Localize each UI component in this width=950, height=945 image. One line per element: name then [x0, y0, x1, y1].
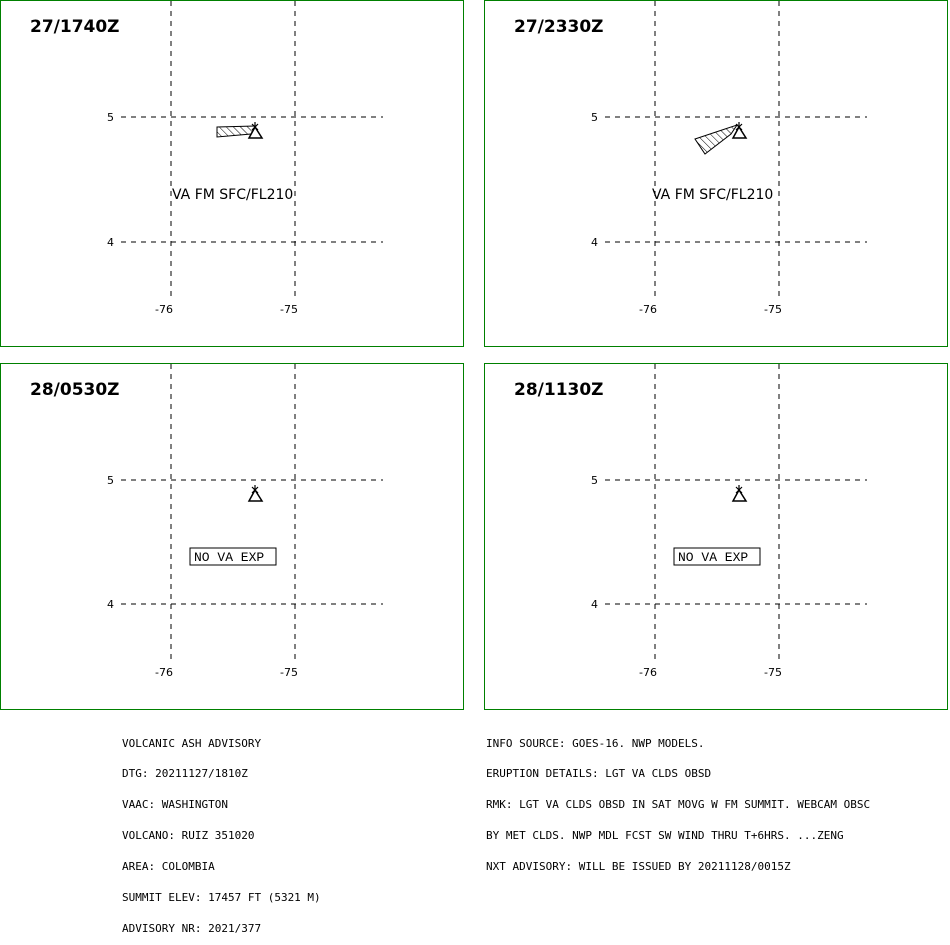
lon-tick-label: -76: [639, 666, 657, 679]
ash-cloud-polygon: [695, 125, 737, 154]
lon-tick-label: -75: [764, 666, 782, 679]
map-panel-3: [0, 363, 464, 710]
advisory-line: ADVISORY NR: 2021/377: [122, 921, 262, 935]
lon-tick-label: -75: [280, 303, 298, 316]
map-panel-4: [484, 363, 948, 710]
advisory-line: DTG: 20211127/1810Z: [122, 767, 248, 781]
lat-tick-label: 5: [107, 111, 114, 124]
lat-tick-label: 4: [591, 236, 598, 249]
map-graphic: [485, 1, 949, 348]
map-graphic: [1, 364, 465, 711]
lon-tick-label: -75: [764, 303, 782, 316]
lat-tick-label: 4: [107, 598, 114, 611]
lat-tick-label: 5: [591, 474, 598, 487]
lon-tick-label: -75: [280, 666, 298, 679]
advisory-line: AREA: COLOMBIA: [122, 860, 215, 874]
panel-title: 27/2330Z: [514, 17, 604, 37]
advisory-line: ERUPTION DETAILS: LGT VA CLDS OBSD: [486, 767, 712, 781]
advisory-line: VOLCANIC ASH ADVISORY: [122, 736, 262, 750]
advisory-right-text: [486, 718, 870, 883]
advisory-line: BY MET CLDS. NWP MDL FCST SW WIND THRU T+6HRS. ...ZENG: [486, 829, 844, 843]
volcano-icon: [733, 485, 746, 501]
va-level-label: VA FM SFC/FL210: [172, 187, 294, 203]
lon-tick-label: -76: [155, 666, 173, 679]
advisory-line: NXT ADVISORY: WILL BE ISSUED BY 20211128/0015Z: [486, 860, 791, 874]
va-level-label: VA FM SFC/FL210: [652, 187, 774, 203]
map-panel-1: [0, 0, 464, 347]
map-panel-2: [484, 0, 948, 347]
advisory-left-text: [122, 718, 321, 945]
lat-tick-label: 5: [107, 474, 114, 487]
panel-title: 28/0530Z: [30, 380, 120, 400]
map-graphic: [1, 1, 465, 348]
advisory-line: VAAC: WASHINGTON: [122, 798, 228, 812]
advisory-line: INFO SOURCE: GOES-16. NWP MODELS.: [486, 736, 705, 750]
no-va-label: NO VA EXP: [194, 550, 265, 565]
lat-tick-label: 4: [591, 598, 598, 611]
lon-tick-label: -76: [155, 303, 173, 316]
lon-tick-label: -76: [639, 303, 657, 316]
advisory-line: RMK: LGT VA CLDS OBSD IN SAT MOVG W FM SUMMIT. WEBCAM OBSC: [486, 798, 871, 812]
map-graphic: [485, 364, 949, 711]
lat-tick-label: 5: [591, 111, 598, 124]
lat-tick-label: 4: [107, 236, 114, 249]
advisory-line: VOLCANO: RUIZ 351020: [122, 829, 255, 843]
volcano-icon: [733, 122, 746, 138]
no-va-label: NO VA EXP: [678, 550, 749, 565]
advisory-line: SUMMIT ELEV: 17457 FT (5321 M): [122, 891, 321, 905]
panel-title: 27/1740Z: [30, 17, 120, 37]
panel-title: 28/1130Z: [514, 380, 604, 400]
volcano-icon: [249, 485, 262, 501]
